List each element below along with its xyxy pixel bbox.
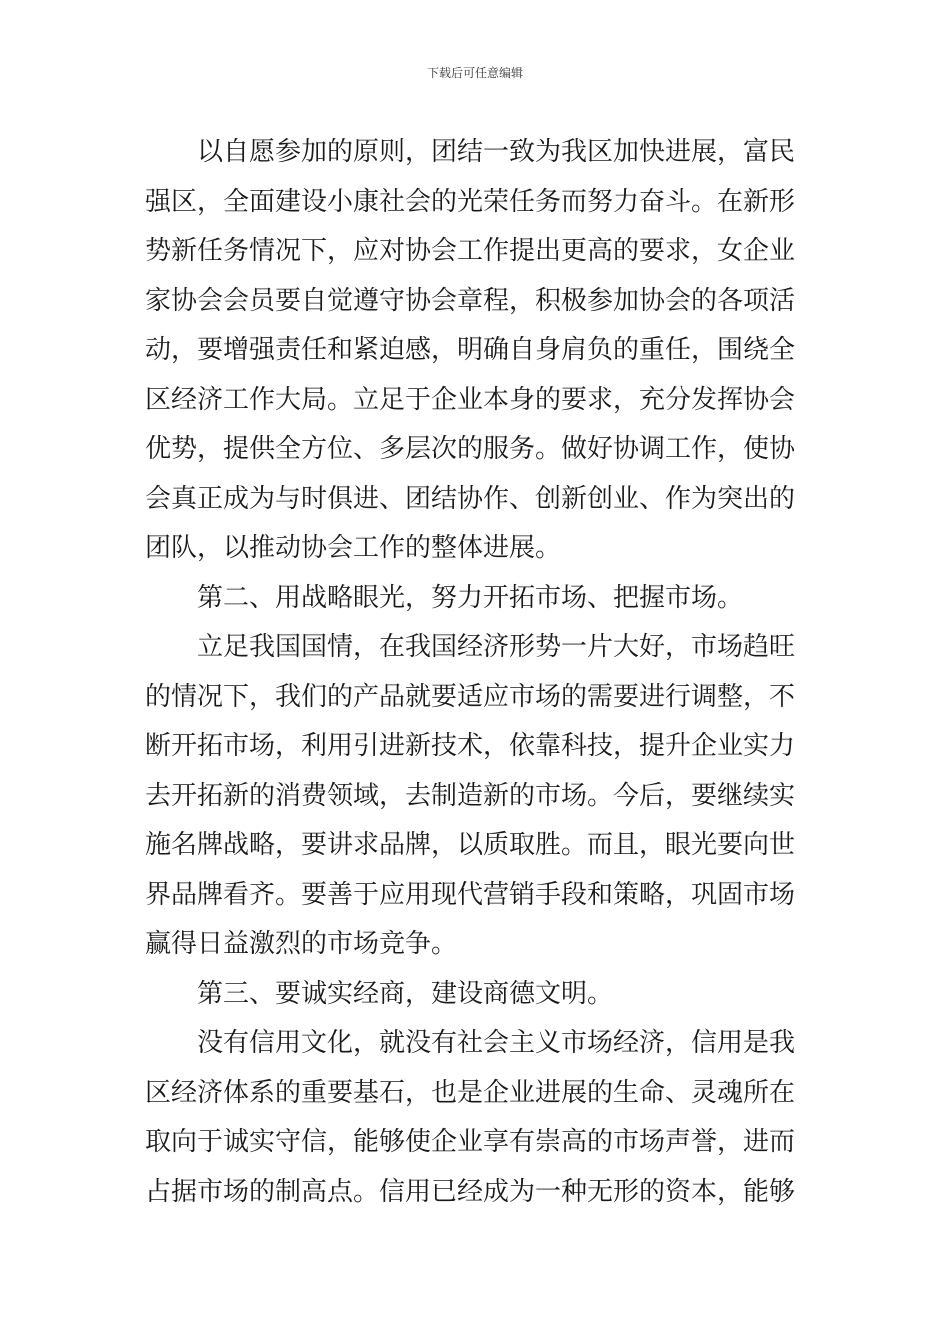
text-line: 动，要增强责任和紧迫感，明确自身肩负的重任，围绕全	[145, 335, 796, 365]
document-body	[145, 128, 805, 1217]
text-line: 占据市场的制高点。信用已经成为一种无形的资本，能够	[145, 1176, 796, 1207]
text-line: 没有信用文化，就没有社会主义市场经济，信用是我	[197, 1028, 796, 1058]
section-heading: 第二、用战略眼光，努力开拓市场、把握市场。	[197, 582, 744, 613]
text-line: 势新任务情况下，应对协会工作提出更高的要求，女企业	[145, 236, 796, 266]
text-line: 界品牌看齐。要善于应用现代营销手段和策略，巩固市场	[145, 879, 796, 910]
text-line: 会真正成为与时俱进、团结协作、创新创业、作为突出的	[145, 483, 796, 514]
text-line: 去开拓新的消费领域，去制造新的市场。今后，要继续实	[145, 780, 796, 811]
text-line: 团队，以推动协会工作的整体进展。	[145, 533, 562, 563]
text-line: 区经济工作大局。立足于企业本身的要求，充分发挥协会	[145, 384, 796, 415]
text-line: 施名牌战略，要讲求品牌，以质取胜。而且，眼光要向世	[145, 830, 796, 860]
text-line: 以自愿参加的原则，团结一致为我区加快进展，富民	[197, 137, 796, 167]
text-line: 区经济体系的重要基石，也是企业进展的生命、灵魂所在	[145, 1077, 796, 1108]
text-line: 优势，提供全方位、多层次的服务。做好协调工作，使协	[145, 434, 796, 464]
text-line: 家协会会员要自觉遵守协会章程，积极参加协会的各项活	[145, 285, 796, 316]
section-heading: 第三、要诚实经商，建设商德文明。	[197, 978, 614, 1009]
text-line: 的情况下，我们的产品就要适应市场的需要进行调整，不	[145, 681, 796, 712]
page-header: 下载后可任意编辑	[426, 66, 523, 80]
text-line: 断开拓市场，利用引进新技术，依靠科技，提升企业实力	[145, 731, 796, 761]
text-line: 强区，全面建设小康社会的光荣任务而努力奋斗。在新形	[145, 186, 796, 217]
text-line: 立足我国国情，在我国经济形势一片大好，市场趋旺	[197, 632, 796, 662]
text-line: 赢得日益激烈的市场竞争。	[145, 929, 458, 959]
text-line: 取向于诚实守信，能够使企业享有崇高的市场声誉，进而	[145, 1127, 796, 1157]
